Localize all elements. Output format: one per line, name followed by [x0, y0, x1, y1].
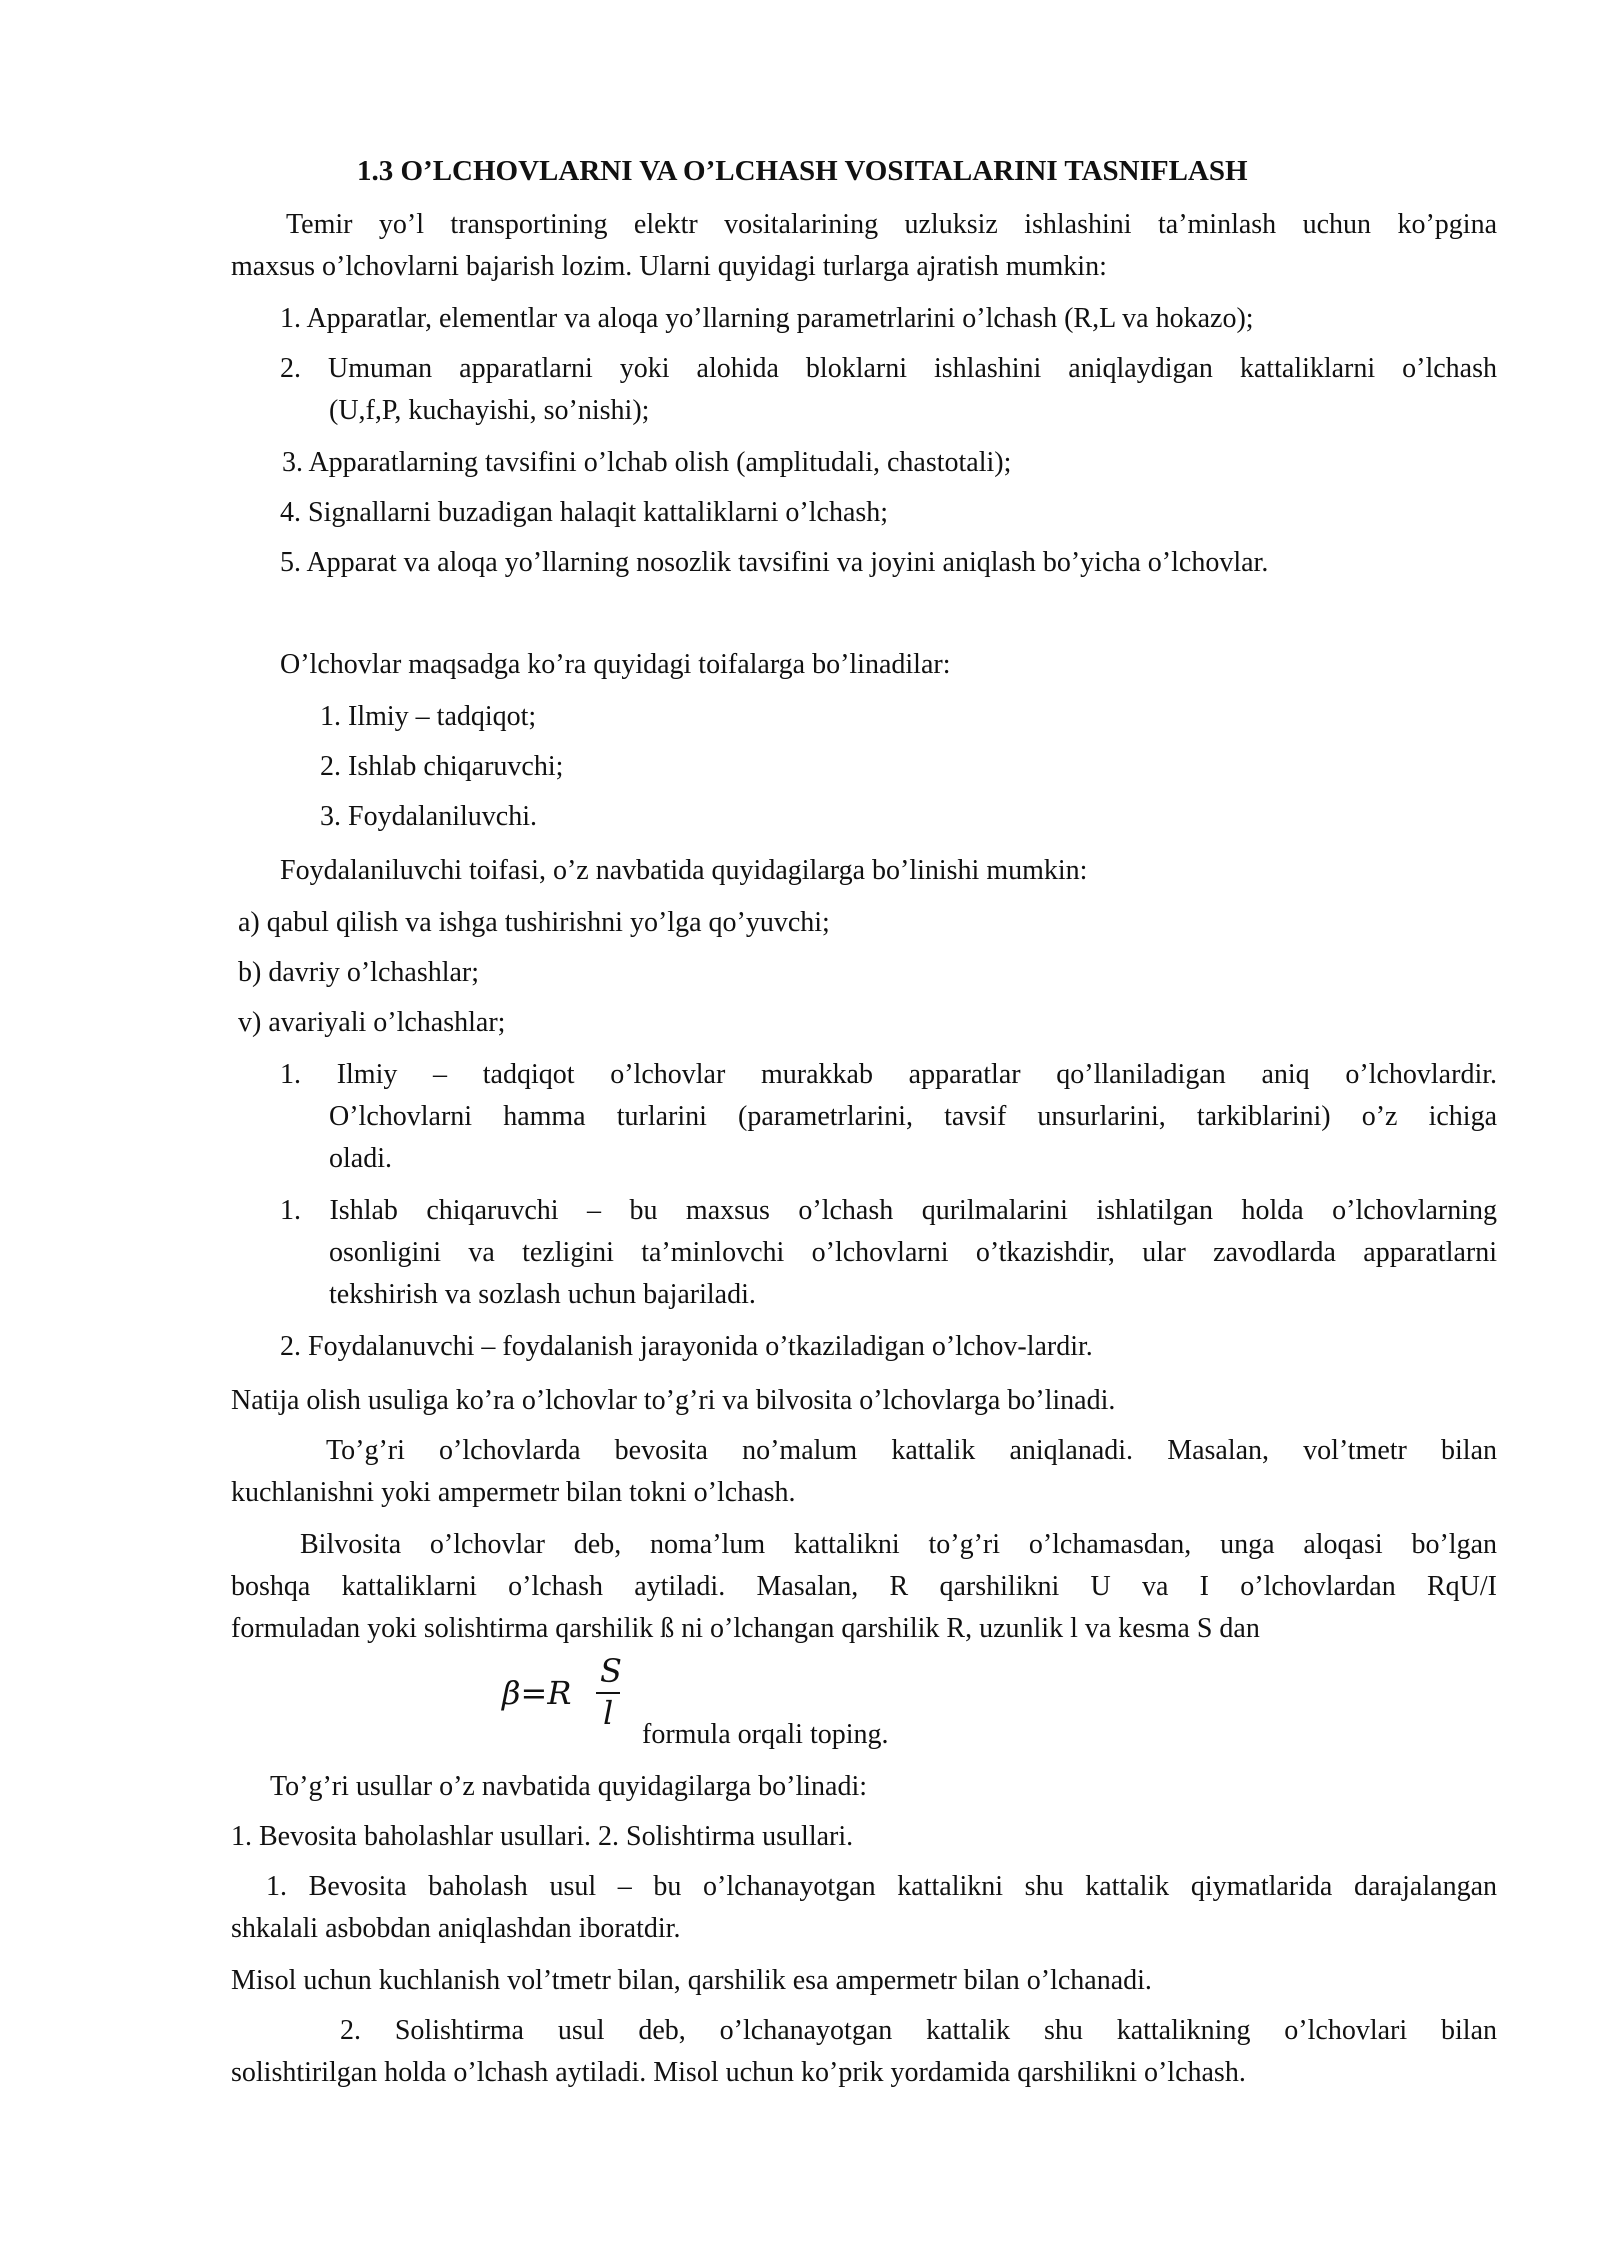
resistivity-formula [502, 1652, 642, 1732]
method-2-line-1: 2. Solishtirma usul deb, o’lchanayotgan kattalik shu kattalikning o’lchovlari bilan [340, 2015, 1497, 2046]
usage-item-a: a) qabul qilish va ishga tushirishni yo’lga qo’yuvchi; [238, 907, 830, 938]
direct-line-2: kuchlanishni yoki ampermetr bilan tokni o’lchash. [231, 1477, 796, 1508]
purpose-item-3: 3. Foydalaniluvchi. [320, 801, 537, 832]
indirect-line-2: boshqa kattaliklarni o’lchash aytiladi. Masalan, R qarshilikni U va I o’lchovlardan RqU/I [231, 1571, 1497, 1602]
formula-caption: formula orqali toping. [642, 1719, 889, 1750]
type-item-5: 5. Apparat va aloqa yo’llarning nosozlik tavsifini va joyini aniqlash bo’yicha o’lchovlar. [280, 547, 1269, 578]
direct-methods-intro: To’g’ri usullar o’z navbatida quyidagilarga bo’linadi: [270, 1771, 868, 1802]
usage-intro: Foydalaniluvchi toifasi, o’z navbatida quyidagilarga bo’linishi mumkin: [280, 855, 1088, 886]
indirect-line-1: Bilvosita o’lchovlar deb, noma’lum kattalikni to’g’ri o’lchamasdan, unga aloqasi bo’lgan [300, 1529, 1497, 1560]
direct-methods-list: 1. Bevosita baholashlar usullari. 2. Solishtirma usullari. [231, 1821, 854, 1852]
def-production-line-2: osonligini va tezligini ta’minlovchi o’lchovlarni o’tkazishdir, ular zavodlarda apparatlarni [329, 1237, 1497, 1268]
usage-item-b: b) davriy o’lchashlar; [238, 957, 480, 988]
intro-line-1: Temir yo’l transportining elektr vositalarining uzluksiz ishlashini ta’minlash uchun ko’pgina [286, 209, 1497, 240]
purpose-item-1: 1. Ilmiy – tadqiqot; [320, 701, 537, 732]
def-user: 2. Foydalanuvchi – foydalanish jarayonida o’tkaziladigan o’lchov-lardir. [280, 1331, 1093, 1362]
method-intro: Natija olish usuliga ko’ra o’lchovlar to’g’ri va bilvosita o’lchovlarga bo’linadi. [231, 1385, 1116, 1416]
formula-numerator: S [600, 1652, 622, 1690]
purpose-item-2: 2. Ishlab chiqaruvchi; [320, 751, 564, 782]
type-item-2: 2. Umuman apparatlarni yoki alohida bloklarni ishlashini aniqlaydigan kattaliklarni o’lchash [280, 353, 1497, 384]
purpose-intro: O’lchovlar maqsadga ko’ra quyidagi toifalarga bo’linadilar: [280, 649, 951, 680]
def-scientific-line-1: 1. Ilmiy – tadqiqot o’lchovlar murakkab apparatlar qo’llaniladigan aniq o’lchovlardir. [280, 1059, 1497, 1090]
section-title: 1.3 O’LCHOVLARNI VA O’LCHASH VOSITALARINI TASNIFLASH [357, 155, 1248, 187]
example-line: Misol uchun kuchlanish vol’tmetr bilan, qarshilik esa ampermetr bilan o’lchanadi. [231, 1965, 1152, 1996]
def-production-line-1: 1. Ishlab chiqaruvchi – bu maxsus o’lchash qurilmalarini ishlatilgan holda o’lchovlarning [280, 1195, 1497, 1226]
intro-line-2: maxsus o’lchovlarni bajarish lozim. Ularni quyidagi turlarga ajratish mumkin: [231, 251, 1107, 282]
type-item-2-cont: (U,f,P, kuchayishi, so’nishi); [329, 395, 650, 426]
type-item-1: 1. Apparatlar, elementlar va aloqa yo’llarning parametrlarini o’lchash (R,L va hokazo); [280, 303, 1254, 334]
def-scientific-line-2: O’lchovlarni hamma turlarini (parametrlarini, tavsif unsurlarini, tarkiblarini) o’z ichiga [329, 1101, 1497, 1132]
method-2-line-2: solishtirilgan holda o’lchash aytiladi. Misol uchun ko’prik yordamida qarshilikni o’lchash. [231, 2057, 1246, 2088]
indirect-line-3: formuladan yoki solishtirma qarshilik ß ni o’lchangan qarshilik R, uzunlik l va kesma S dan [231, 1613, 1260, 1644]
formula-lhs: β=R [502, 1674, 572, 1712]
def-production-line-3: tekshirish va sozlash uchun bajariladi. [329, 1279, 756, 1310]
formula-denominator: l [603, 1694, 614, 1732]
direct-line-1: To’g’ri o’lchovlarda bevosita no’malum kattalik aniqlanadi. Masalan, vol’tmetr bilan [326, 1435, 1497, 1466]
type-item-4: 4. Signallarni buzadigan halaqit kattaliklarni o’lchash; [280, 497, 889, 528]
def-scientific-line-3: oladi. [329, 1143, 392, 1174]
usage-item-v: v) avariyali o’lchashlar; [238, 1007, 506, 1038]
method-1-line-2: shkalali asbobdan aniqlashdan iboratdir. [231, 1913, 681, 1944]
method-1-line-1: 1. Bevosita baholash usul – bu o’lchanayotgan kattalikni shu kattalik qiymatlarida darajalangan [266, 1871, 1497, 1902]
type-item-3: 3. Apparatlarning tavsifini o’lchab olish (amplitudali, chastotali); [282, 447, 1012, 478]
